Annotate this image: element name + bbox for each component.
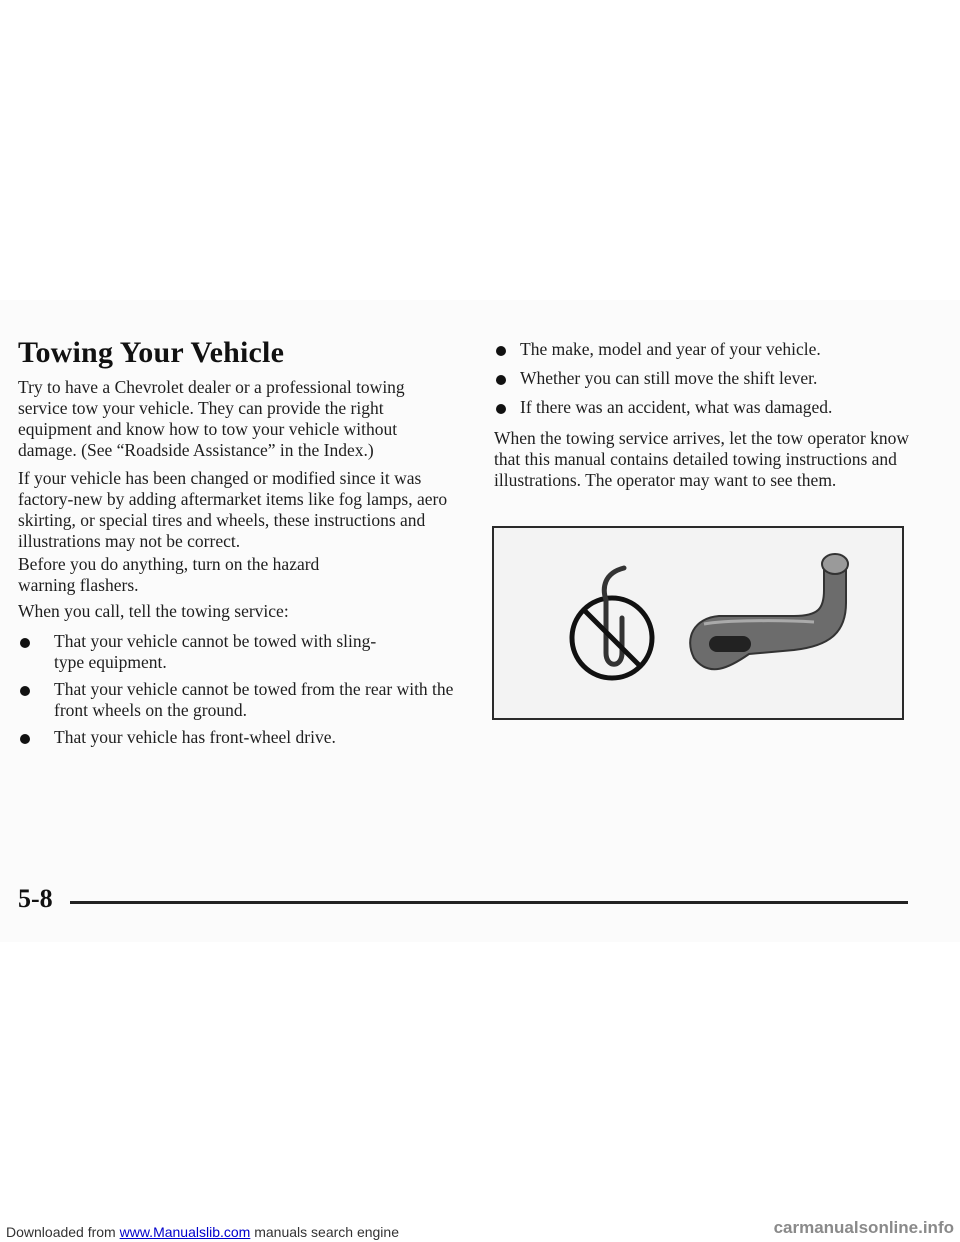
bullet-item-make: The make, model and year of your vehicle. bbox=[520, 339, 821, 359]
footer-rule bbox=[70, 901, 908, 904]
bullet-dot bbox=[496, 375, 506, 385]
section-title: Towing Your Vehicle bbox=[18, 336, 285, 369]
manualslib-link[interactable]: www.Manualslib.com bbox=[119, 1224, 251, 1240]
page-number: 5-8 bbox=[18, 884, 53, 913]
bullet-dot bbox=[20, 734, 30, 744]
watermark: carmanualsonline.info bbox=[773, 1218, 954, 1237]
no-hook-icon bbox=[572, 568, 652, 678]
footer-prefix: Downloaded from bbox=[6, 1224, 116, 1240]
footer-suffix: manuals search engine bbox=[254, 1224, 399, 1240]
bullet-item-shift: Whether you can still move the shift lever. bbox=[520, 368, 818, 388]
modification-paragraph: If your vehicle has been changed or modified since it was factory-new by adding aftermarket items like fog lamps, aero skirting, or special tires and wheels, these instructions and illustrations may not be correct. bbox=[18, 468, 448, 551]
bullet-dot bbox=[496, 404, 506, 414]
tow-bar-j-hook-icon bbox=[690, 554, 848, 669]
bullet-dot bbox=[20, 638, 30, 648]
bullet-dot bbox=[496, 346, 506, 356]
bullet-dot bbox=[20, 686, 30, 696]
bullet-item-sling: That your vehicle cannot be towed with sling-type equipment. bbox=[54, 631, 377, 672]
intro-paragraph: Try to have a Chevrolet dealer or a professional towing service tow your vehicle. They can provide the right equipment and know how to tow your vehicle without damage. (See “Roadside Assistance” in the Index.) bbox=[18, 377, 405, 460]
call-paragraph: When you call, tell the towing service: bbox=[18, 601, 289, 621]
closing-paragraph: When the towing service arrives, let the tow operator know that this manual contains detailed towing instructions and illustrations. The operator may want to see them. bbox=[494, 428, 910, 490]
illustration-drawing bbox=[494, 528, 902, 718]
bullet-item-accident: If there was an accident, what was damaged. bbox=[520, 397, 833, 417]
download-footer bbox=[6, 1224, 399, 1240]
bullet-item-fwd: That your vehicle has front-wheel drive. bbox=[54, 727, 336, 747]
towing-illustration bbox=[492, 526, 904, 720]
bullet-item-rear: That your vehicle cannot be towed from the rear with the front wheels on the ground. bbox=[54, 679, 454, 720]
hazard-paragraph: Before you do anything, turn on the hazard warning flashers. bbox=[18, 554, 320, 595]
